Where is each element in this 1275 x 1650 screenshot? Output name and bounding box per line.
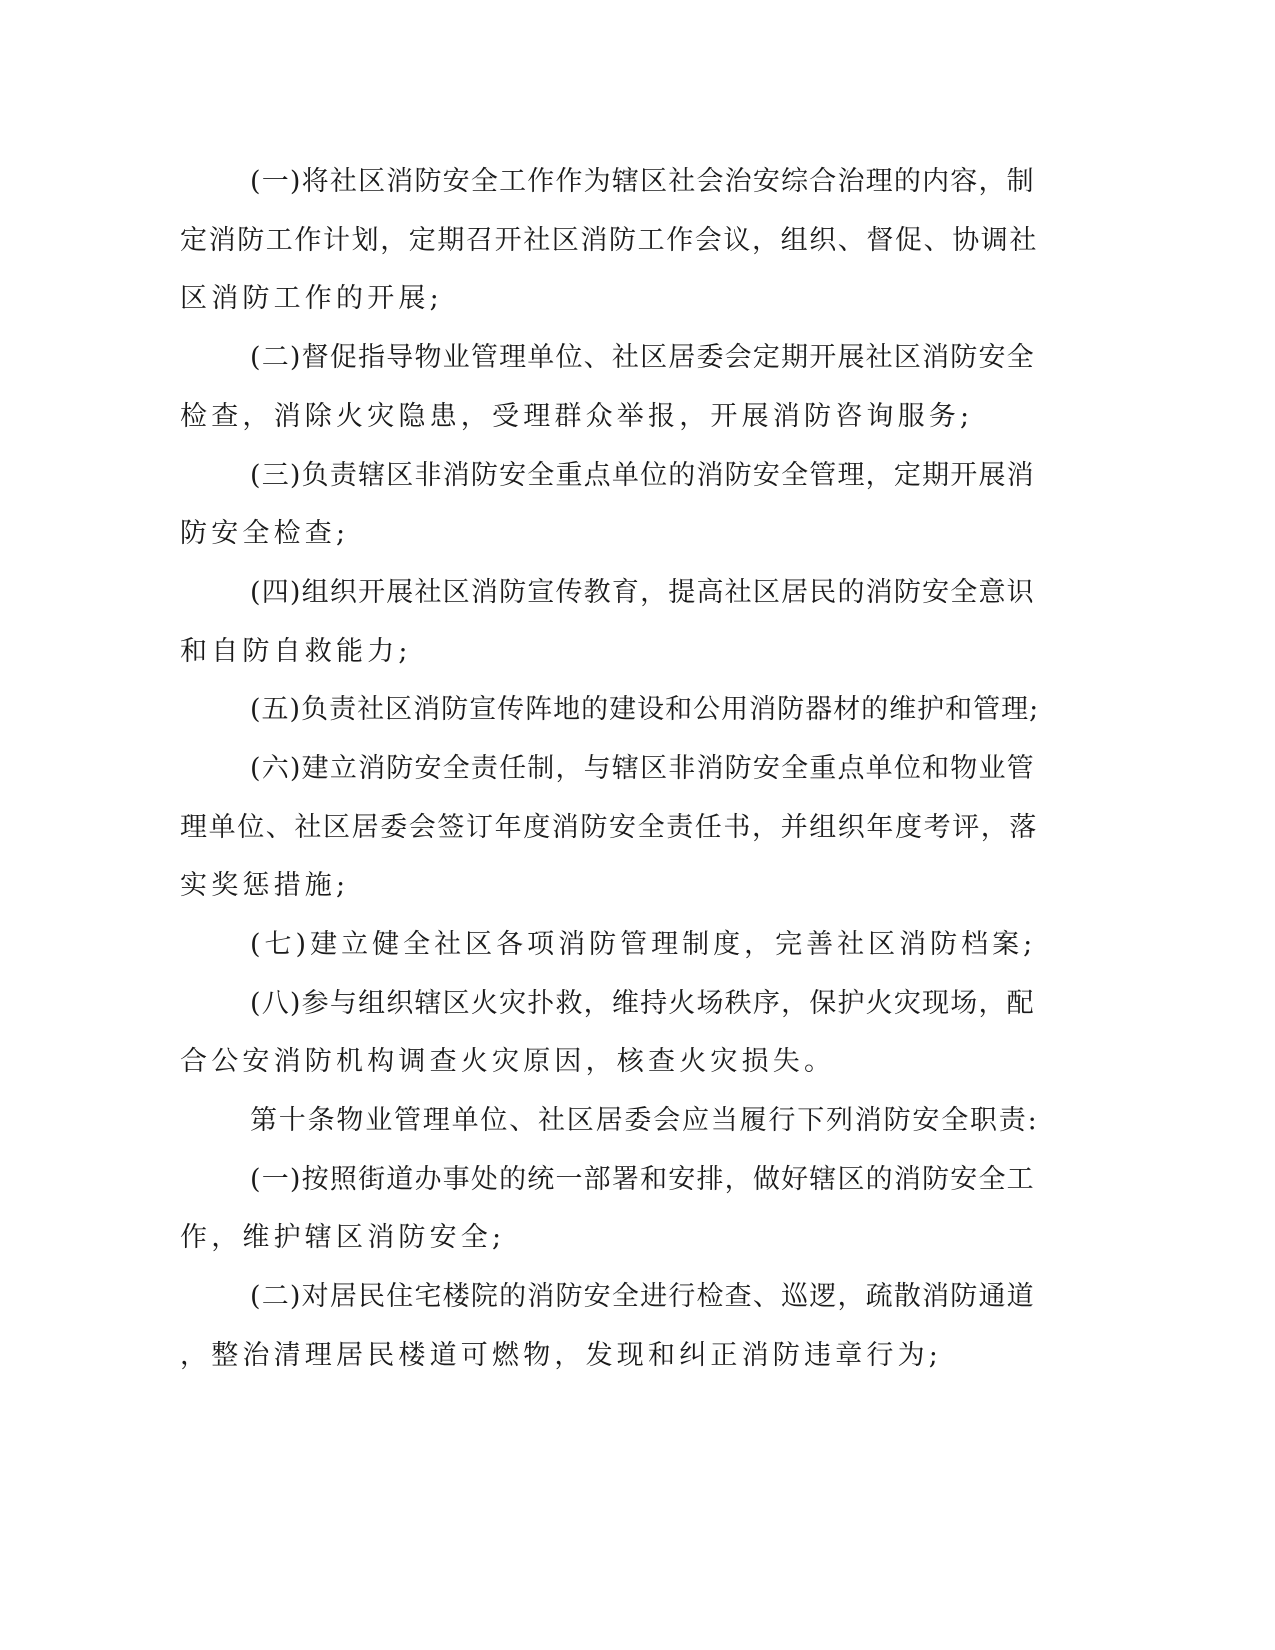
text-line: ，整治清理居民楼道可燃物，发现和纠正消防违章行为;: [180, 1340, 943, 1371]
text-line: 和自防自救能力;: [180, 636, 412, 667]
text-line: 作，维护辖区消防安全;: [180, 1222, 506, 1253]
section-heading: 第十条物业管理单位、社区居委会应当履行下列消防安全职责:: [250, 1105, 1039, 1136]
text-line: 区消防工作的开展;: [180, 283, 443, 314]
text-line: (一)按照街道办事处的统一部署和安排，做好辖区的消防安全工: [250, 1164, 1035, 1195]
text-line: 检查，消除火灾隐患，受理群众举报，开展消防咨询服务;: [180, 401, 974, 432]
text-line: (四)组织开展社区消防宣传教育，提高社区居民的消防安全意识: [250, 577, 1035, 608]
text-line: (二)督促指导物业管理单位、社区居委会定期开展社区消防安全: [250, 342, 1035, 373]
text-line: (八)参与组织辖区火灾扑救，维持火场秩序，保护火灾现场，配: [250, 988, 1035, 1019]
text-line: 实奖惩措施;: [180, 870, 350, 901]
text-line: 防安全检查;: [180, 518, 350, 549]
text-line: (二)对居民住宅楼院的消防安全进行检查、巡逻，疏散消防通道: [250, 1281, 1035, 1312]
text-line: (七)建立健全社区各项消防管理制度，完善社区消防档案;: [250, 929, 1037, 960]
text-line: (六)建立消防安全责任制，与辖区非消防安全重点单位和物业管: [250, 753, 1035, 784]
text-line: (一)将社区消防安全工作作为辖区社会治安综合治理的内容，制: [250, 166, 1035, 197]
text-line: 理单位、社区居委会签订年度消防安全责任书，并组织年度考评，落: [180, 812, 1038, 843]
text-line: (三)负责辖区非消防安全重点单位的消防安全管理，定期开展消: [250, 460, 1035, 491]
text-line: (五)负责社区消防宣传阵地的建设和公用消防器材的维护和管理;: [250, 694, 1040, 725]
text-line: 定消防工作计划，定期召开社区消防工作会议，组织、督促、协调社: [180, 225, 1038, 256]
text-line: 合公安消防机构调查火灾原因，核查火灾损失。: [180, 1046, 836, 1077]
